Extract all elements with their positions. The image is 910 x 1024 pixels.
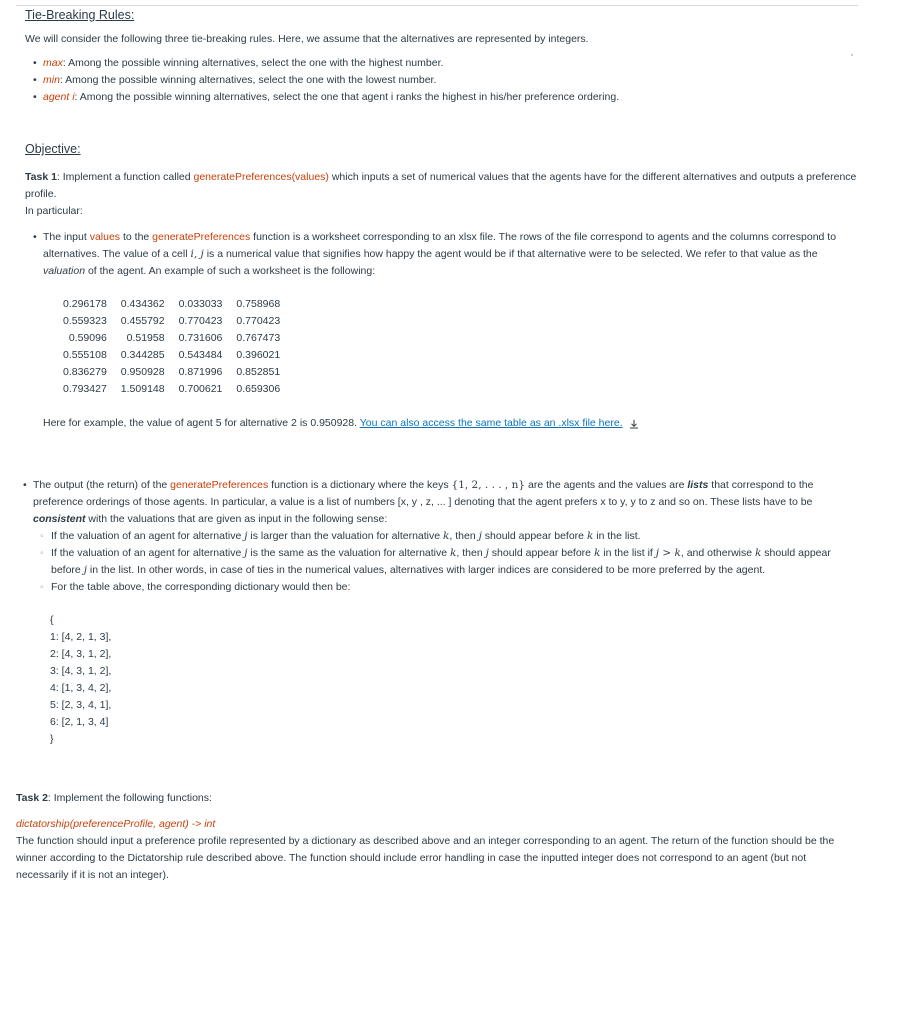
dict-line: 2: [4, 3, 1, 2], <box>50 648 112 660</box>
tie-breaking-heading: Tie-Breaking Rules: <box>25 8 135 22</box>
table-cell: 0.033033 <box>178 297 223 310</box>
input-description: • The input values to the generatePreferences function is a worksheet corresponding to an xlsx file. The rows of the file correspond to agents and the columns correspond to alternatives. The value of a cell i, j is a numerical value that signifies how happy the agent would be if that alternative were to be selected. We refer to that value as the valuation of the agent. An example of such a worksheet is the following: <box>43 229 861 280</box>
objective-heading: Objective: <box>25 142 81 156</box>
table-cell: 1.509148 <box>120 382 165 395</box>
example-text: Here for example, the value of agent 5 for alternative 2 is 0.950928. You can also access the same table as an .xlsx file here. <box>43 415 863 432</box>
consistency-rules <box>51 528 841 596</box>
table-cell: 0.770423 <box>178 314 223 327</box>
table-cell: 0.455792 <box>120 314 165 327</box>
output-bullet <box>33 477 847 596</box>
download-icon[interactable] <box>629 418 639 428</box>
tie-breaking-rules <box>43 55 863 106</box>
table-cell: 0.59096 <box>68 331 107 344</box>
table-cell: 0.555108 <box>63 348 107 361</box>
table-cell: 0.396021 <box>236 348 281 361</box>
task2-heading: Task 2: Implement the following functions: <box>16 792 212 804</box>
dict-line: 6: [2, 1, 3, 4] <box>50 716 109 728</box>
table-cell: 0.758968 <box>236 297 281 310</box>
tie-breaking-intro: We will consider the following three tie-breaking rules. Here, we assume that the alternatives are represented by integers. <box>25 33 589 45</box>
table-row <box>56 312 287 329</box>
table-row <box>56 329 287 346</box>
dictatorship-description: The function should input a preference profile represented by a dictionary as described above and an integer corresponding to an agent. The return of the function should be the winner according to the Dictatorship rule described above. The function should include error handling in case the inputted integer does not correspond to an agent (but not necessarily if it is not an integer). <box>16 835 835 881</box>
table-cell: 0.296178 <box>63 297 107 310</box>
dict-open-brace: { <box>50 614 54 626</box>
table-row <box>56 380 287 397</box>
dictionary-intro: ◦ For the table above, the corresponding dictionary would then be: <box>51 579 841 596</box>
top-divider <box>16 5 858 6</box>
table-cell: 0.344285 <box>120 348 165 361</box>
table-cell: 0.559323 <box>63 314 107 327</box>
dict-line: 5: [2, 3, 4, 1], <box>50 699 112 711</box>
dict-line: 3: [4, 3, 1, 2], <box>50 665 112 677</box>
table-cell: 0.659306 <box>236 382 281 395</box>
table-cell: 0.51958 <box>126 331 165 344</box>
table-cell: 0.434362 <box>120 297 165 310</box>
rule-min: • min: Among the possible winning alternatives, select the one with the lowest number. <box>43 72 863 89</box>
rule-agent: • agent i: Among the possible winning alternatives, select the one that agent i ranks the highest in his/her preference ordering. <box>43 89 863 106</box>
dictatorship-signature: dictatorship(preferenceProfile, agent) -> int <box>16 818 216 830</box>
table-cell: 0.793427 <box>63 382 107 395</box>
preference-dictionary <box>50 612 111 748</box>
table-cell: 0.836279 <box>63 365 107 378</box>
table-row <box>56 346 287 363</box>
dict-close-brace: } <box>50 733 54 745</box>
table-cell: 0.950928 <box>120 365 165 378</box>
rule-max: • max: Among the possible winning alternatives, select the one with the highest number. <box>43 55 863 72</box>
generate-preferences-func: generatePreferences(values) <box>193 171 329 183</box>
task1-paragraph: Task 1: Implement a function called generatePreferences(values) which inputs a set of numerical values that the agents have for the different alternatives and outputs a preference profile. <box>25 171 857 200</box>
valuation-table <box>56 295 287 397</box>
table-cell: 0.770423 <box>236 314 281 327</box>
input-bullet <box>43 229 861 280</box>
in-particular: In particular: <box>25 205 83 217</box>
table-cell: 0.871996 <box>178 365 223 378</box>
table-cell: 0.731606 <box>178 331 223 344</box>
table-cell: 0.767473 <box>236 331 281 344</box>
table-row <box>56 363 287 380</box>
table-cell: 0.852851 <box>236 365 281 378</box>
consistency-rule-larger: ◦ If the valuation of an agent for alternative j is larger than the valuation for alternative k, then j should appear before k in the list. <box>51 528 841 545</box>
consistency-rule-tie: ◦ If the valuation of an agent for alternative j is the same as the valuation for alternative k, then j should appear before k in the list if j > k, and otherwise k should appear before j in the list. In other words, in case of ties in the numerical values, alternatives with larger indices are considered to be more preferred by the agent. <box>51 545 841 579</box>
dict-line: 1: [4, 2, 1, 3], <box>50 631 112 643</box>
dict-line: 4: [1, 3, 4, 2], <box>50 682 112 694</box>
output-description: • The output (the return) of the generatePreferences function is a dictionary where the keys {1, 2, . . . , n} are the agents and the values are lists that correspond to the preference orderings of those agents. In particular, a value is a list of numbers [x, y , z, ... ] denoting that the agent prefers x to y, y to z and so on. These lists have to be consistent with the valuations that are given as input in the following sense: ◦ If the valuation of an agent for alternative j is larger than the valuation for alternative k, then j should appear before k in the list. ◦ If the valuation of an agent for alternative j is the same as the valuation for alternative k, then j should appear before k in the list if j > k, and otherwise k should appear before j in the list. In other words, in case of ties in the numerical values, alternatives with larger indices are considered to be more preferred by the agent. ◦ For the table above, the corresponding dictionary would then be: <box>33 477 847 596</box>
table-cell: 0.543484 <box>178 348 223 361</box>
table-row <box>56 295 287 312</box>
table-cell: 0.700621 <box>178 382 223 395</box>
xlsx-download-link[interactable]: You can also access the same table as an .xlsx file here. <box>359 417 623 429</box>
